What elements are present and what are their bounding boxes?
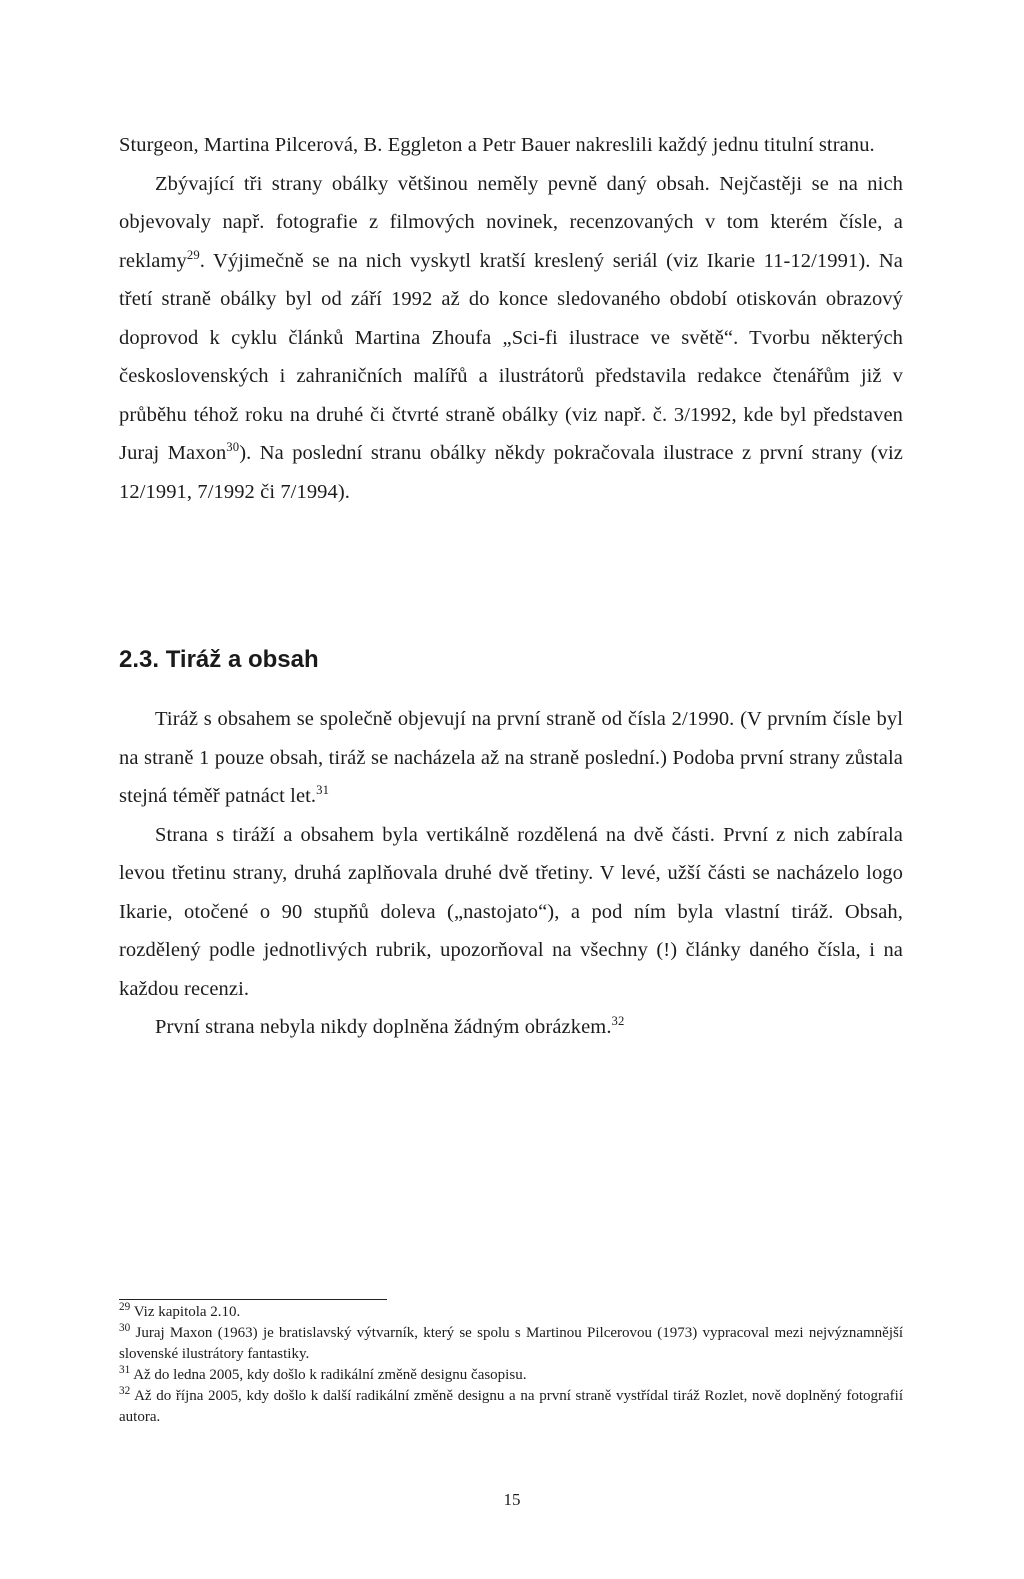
paragraph (119, 165, 903, 512)
body-text-section-1 (119, 126, 903, 511)
footnote-text: Až do ledna 2005, kdy došlo k radikální změně designu časopisu. (133, 1367, 527, 1383)
footnote (119, 1323, 903, 1365)
footnote (119, 1386, 903, 1428)
footnote-text: Až do října 2005, kdy došlo k další radikální změně designu a na první straně vystřídal tiráž Rozlet, nově doplněný fotografií autora. (119, 1388, 903, 1425)
paragraph-text: Tiráž s obsahem se společně objevují na první straně od čísla 2/1990. (V prvním čísle byl na straně 1 pouze obsah, tiráž se nacházela až na straně poslední.) Podoba první strany zůstala stejná téměř patnáct let. (119, 708, 903, 807)
footnote-ref-32[interactable]: 32 (611, 1014, 625, 1029)
footnote (119, 1365, 903, 1386)
paragraph (119, 126, 903, 165)
paragraph-text: . Výjimečně se na nich vyskytl kratší kreslený seriál (viz Ikarie 11-12/1991). Na třetí straně obálky byl od září 1992 až do konce sledovaného období otiskován obrazový doprovod k cyklu článků Martina Zhoufa „Sci-fi ilustrace ve světě“. Tvorbu některých československých i zahraničních malířů a ilustrátorů představila redakce čtenářům již v průběhu téhož roku na druhé či čtvrté straně obálky (viz např. č. 3/1992, kde byl představen Juraj Maxon (119, 249, 903, 464)
footnote-ref-29[interactable]: 29 (186, 247, 200, 262)
paragraph (119, 816, 903, 1009)
footnote-text: Juraj Maxon (1963) je bratislavský výtvarník, který se spolu s Martinou Pilcerovou (1973) vypracoval mezi nejvýznamnější slovenské ilustrátory fantastiky. (119, 1325, 903, 1362)
footnote-number: 29 (119, 1301, 131, 1313)
footnote-ref-31[interactable]: 31 (316, 783, 330, 798)
footnote-number: 30 (119, 1322, 131, 1334)
paragraph-text: Sturgeon, Martina Pilcerová, B. Eggleton a Petr Bauer nakreslili každý jednu titulní stranu. (119, 134, 875, 156)
footnotes (119, 1302, 903, 1428)
page-number: 15 (503, 1490, 521, 1509)
paragraph (119, 1008, 903, 1047)
paragraph (119, 700, 903, 816)
paragraph-text: Strana s tiráží a obsahem byla vertikálně rozdělená na dvě části. První z nich zabírala levou třetinu strany, druhá zaplňovala druhé dvě třetiny. V levé, užší části se nacházelo logo Ikarie, otočené o 90 stupňů doleva („nastojato“), a pod ním byla vlastní tiráž. Obsah, rozdělený podle jednotlivých rubrik, upozorňoval na všechny (!) články daného čísla, i na každou recenzi. (119, 823, 903, 1000)
footnote-ref-30[interactable]: 30 (226, 440, 240, 455)
paragraph-text: První strana nebyla nikdy doplněna žádným obrázkem. (155, 1016, 612, 1038)
footnote (119, 1302, 903, 1323)
footnote-number: 32 (119, 1385, 131, 1397)
footnote-text: Viz kapitola 2.10. (133, 1304, 241, 1320)
footnote-number: 31 (119, 1364, 131, 1376)
body-text-section-2 (119, 700, 903, 1047)
paragraph-text: Zbývající tři strany obálky většinou neměly pevně daný obsah. Nejčastěji se na nich objevovaly např. fotografie z filmových novinek, recenzovaných v tom kterém čísle, a reklamy (119, 172, 903, 272)
footnote-divider (119, 1299, 387, 1300)
section-heading: 2.3. Tiráž a obsah (119, 646, 319, 673)
paragraph-text: ). Na poslední stranu obálky někdy pokračovala ilustrace z první strany (viz 12/1991, 7/1992 či 7/1994). (119, 442, 903, 503)
